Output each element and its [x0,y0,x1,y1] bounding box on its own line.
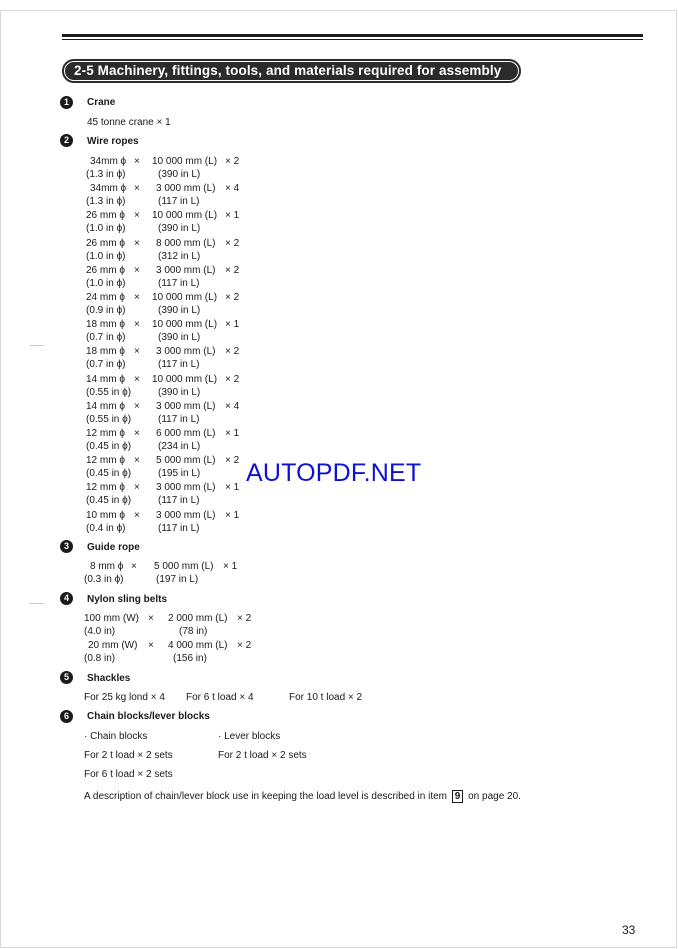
belt-width-inch: (0.8 in) [84,653,116,664]
rope-length: 10 000 mm (L) [152,210,218,222]
times-sign: × [134,400,140,412]
rope-diameter-inch: (0.9 in ϕ) [86,305,126,316]
section-title: 2-5 Machinery, fittings, tools, and materials required for assembly [62,59,521,83]
rope-length: 10 000 mm (L) [152,373,218,385]
rope-quantity: × 2 [225,264,240,276]
rope-diameter: 18 mm ϕ [86,346,125,358]
rope-length-inch: (197 in L) [156,574,199,585]
item-heading-chain-blocks: Chain blocks/lever blocks [87,711,210,722]
rope-length: 5 000 mm (L) [154,561,214,572]
rope-diameter-inch: (1.0 in ϕ) [86,277,126,289]
chain-block-spec: For 6 t load × 2 sets [84,769,173,780]
rope-length: 10 000 mm (L) [152,156,218,167]
rope-length: 3 000 mm (L) [156,482,216,494]
rope-quantity: × 4 [225,183,240,195]
rope-diameter-inch: (0.4 in ϕ) [86,522,126,534]
rope-length: 10 000 mm (L) [152,319,218,331]
rope-length-inch: (312 in L) [158,250,201,262]
rope-diameter-inch: (1.0 in ϕ) [86,223,126,235]
crane-spec: 45 tonne crane × 1 [87,117,171,128]
rope-length: 3 000 mm (L) [156,346,216,358]
times-sign: × [134,455,140,467]
rope-quantity: × 2 [225,373,240,385]
times-sign: × [134,509,140,521]
rope-diameter: 12 mm ϕ [86,428,125,439]
rope-quantity: × 1 [225,319,240,331]
rope-length-inch: (195 in L) [158,468,201,480]
rope-length: 5 000 mm (L) [156,455,216,467]
rope-quantity: × 2 [225,156,240,167]
rope-length-inch: (390 in L) [158,305,201,316]
watermark: AUTOPDF.NET [246,459,422,487]
item-number: 5 [60,671,73,684]
belt-width: 100 mm (W) [84,613,139,624]
rope-length: 3 000 mm (L) [156,400,216,412]
item-heading-wire-ropes: Wire ropes [87,136,139,147]
rope-diameter: 34mm ϕ [90,156,127,167]
rope-length-inch: (117 in L) [158,495,200,507]
rope-diameter: 14 mm ϕ [86,400,125,412]
rope-length-inch: (390 in L) [158,386,201,398]
rope-quantity: × 1 [225,509,240,521]
rope-diameter-inch: (1.3 in ϕ) [86,169,126,180]
margin-mark [30,603,44,604]
rope-diameter: 26 mm ϕ [86,210,125,222]
rope-diameter-inch: (0.45 in ϕ) [86,441,132,452]
chain-block-spec: For 2 t load × 2 sets [84,750,173,761]
rope-quantity: × 2 [225,237,240,249]
rope-length: 6 000 mm (L) [156,428,216,439]
item-heading-nylon: Nylon sling belts [87,594,168,605]
rope-diameter: 12 mm ϕ [86,482,125,494]
times-sign: × [134,264,140,276]
rope-length: 8 000 mm (L) [156,237,216,249]
rope-diameter: 18 mm ϕ [86,319,125,331]
rope-length-inch: (234 in L) [158,441,201,452]
times-sign: × [131,561,137,572]
page-number: 33 [622,923,636,937]
rope-length: 3 000 mm (L) [156,509,216,521]
rope-length-inch: (390 in L) [158,169,201,180]
rope-quantity: × 2 [225,346,240,358]
chain-block-note [84,790,521,803]
rope-length-inch: (117 in L) [158,359,200,371]
rope-diameter: 10 mm ϕ [86,509,125,521]
rope-diameter: 26 mm ϕ [86,264,125,276]
lever-block-spec: For 2 t load × 2 sets [218,750,307,761]
rope-diameter-inch: (0.3 in ϕ) [84,574,124,585]
times-sign: × [134,156,140,167]
rope-length-inch: (117 in L) [158,413,200,425]
times-sign: × [148,613,154,624]
item-heading-guide-rope: Guide rope [87,542,140,553]
belt-width-inch: (4.0 in) [84,626,116,637]
rope-diameter-inch: (1.0 in ϕ) [86,250,126,262]
times-sign: × [134,292,140,303]
rope-quantity: × 1 [225,482,240,494]
rope-quantity: × 1 [225,210,240,222]
rope-length-inch: (117 in L) [158,277,200,289]
times-sign: × [134,428,140,439]
note-page-ref: on page 20. [468,791,521,802]
rope-diameter-inch: (0.45 in ϕ) [86,468,132,480]
belt-quantity: × 2 [237,640,252,651]
rope-length-inch: (390 in L) [158,223,201,235]
belt-quantity: × 2 [237,613,252,624]
rope-length: 3 000 mm (L) [156,264,216,276]
top-rule-thin [62,39,643,40]
rope-quantity: × 2 [225,292,240,303]
belt-length-inch: (78 in) [179,626,208,637]
item-number: 2 [60,134,73,147]
rope-diameter: 34mm ϕ [90,183,127,195]
note-text: A description of chain/lever block use in keeping the load level is described in item [84,791,447,802]
times-sign: × [134,319,140,331]
belt-length-inch: (156 in) [173,653,207,664]
rope-quantity: × 2 [225,455,240,467]
rope-quantity: × 1 [223,561,238,572]
times-sign: × [148,640,154,651]
shackle-spec: For 10 t load × 2 [289,692,363,703]
belt-length: 2 000 mm (L) [168,613,228,624]
item-number: 4 [60,592,73,605]
rope-diameter-inch: (0.7 in ϕ) [86,359,126,371]
rope-diameter-inch: (0.55 in ϕ) [86,386,132,398]
shackle-spec: For 25 kg lond × 4 [84,692,165,703]
rope-length-inch: (117 in L) [158,522,200,534]
times-sign: × [134,237,140,249]
rope-length: 3 000 mm (L) [156,183,216,195]
item-number: 1 [60,96,73,109]
item-heading-shackles: Shackles [87,673,131,684]
rope-diameter: 24 mm ϕ [86,292,125,303]
rope-length-inch: (390 in L) [158,332,201,344]
rope-length-inch: (117 in L) [158,196,200,208]
belt-length: 4 000 mm (L) [168,640,228,651]
times-sign: × [134,183,140,195]
shackle-spec: For 6 t load × 4 [186,692,254,703]
rope-diameter-inch: (0.45 in ϕ) [86,495,132,507]
times-sign: × [134,373,140,385]
times-sign: × [134,210,140,222]
item-number: 3 [60,540,73,553]
rope-diameter-inch: (1.3 in ϕ) [86,196,126,208]
belt-width: 20 mm (W) [88,640,138,651]
item-heading-crane: Crane [87,97,116,108]
top-rule [62,34,643,37]
rope-diameter: 8 mm ϕ [90,561,124,572]
rope-diameter-inch: (0.7 in ϕ) [86,332,126,344]
times-sign: × [134,346,140,358]
rope-diameter: 26 mm ϕ [86,237,125,249]
rope-quantity: × 4 [225,400,240,412]
chain-blocks-head: · Chain blocks [84,731,148,742]
item-number: 6 [60,710,73,723]
rope-diameter-inch: (0.55 in ϕ) [86,413,132,425]
rope-length: 10 000 mm (L) [152,292,218,303]
margin-mark [30,345,44,346]
rope-diameter: 12 mm ϕ [86,455,125,467]
rope-diameter: 14 mm ϕ [86,373,125,385]
times-sign: × [134,482,140,494]
lever-blocks-head: · Lever blocks [218,731,281,742]
item-reference[interactable]: 9 [452,790,464,803]
rope-quantity: × 1 [225,428,240,439]
